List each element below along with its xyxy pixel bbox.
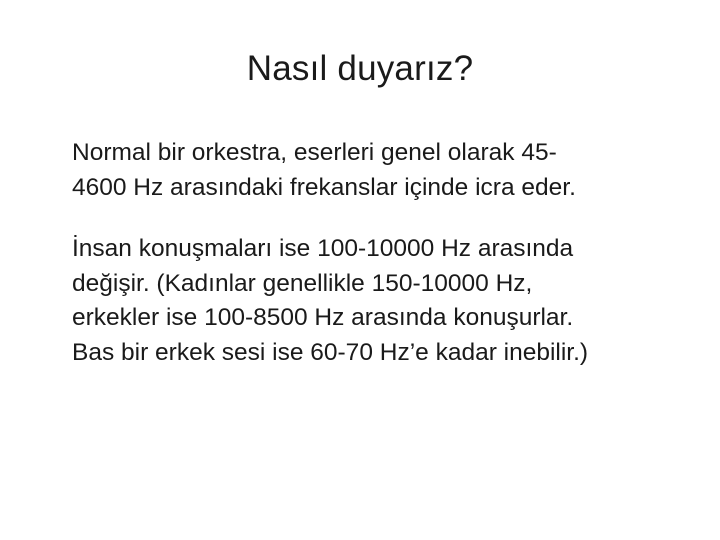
slide-body (72, 136, 692, 370)
paragraph-orchestra-frequencies: Normal bir orkestra, eserleri genel olarak 45- 4600 Hz arasındaki frekanslar içinde icra eder. (72, 139, 576, 201)
slide-title: Nasıl duyarız? (246, 49, 474, 88)
paragraph-speech-frequencies: İnsan konuşmaları ise 100-10000 Hz arasında değişir. (Kadınlar genellikle 150-10000 Hz, erkekler ise 100-8500 Hz arasında konuşurlar. Bas bir erkek sesi ise 60-70 Hz’e kadar inebilir.) (72, 235, 589, 366)
